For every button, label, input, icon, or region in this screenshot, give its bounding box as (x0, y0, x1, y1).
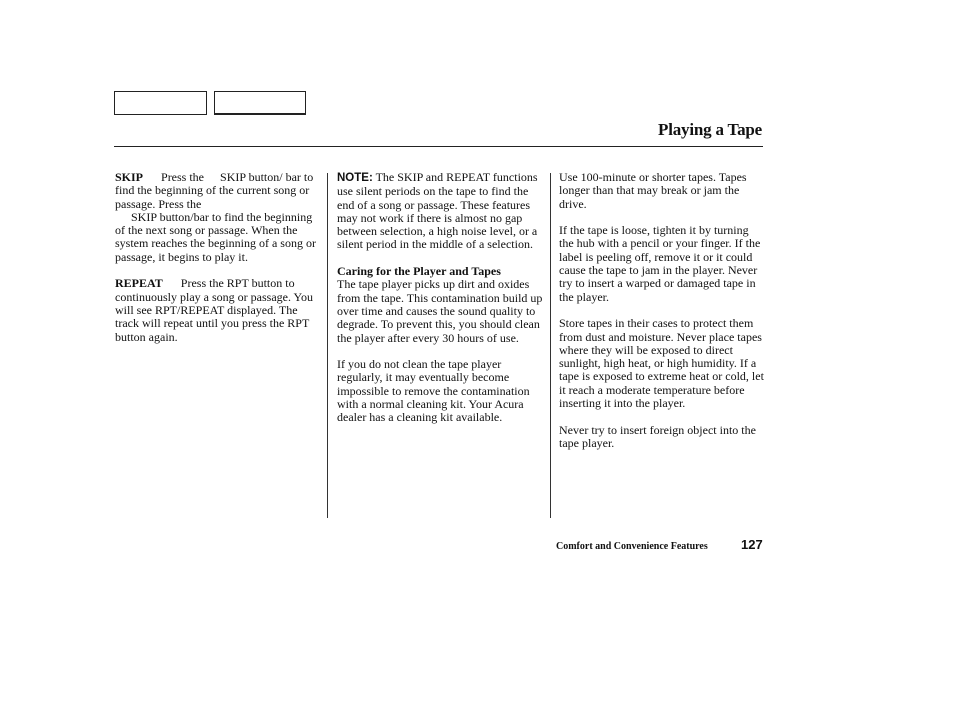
skip-paragraph (115, 171, 321, 264)
page-number: 127 (741, 537, 763, 552)
column-divider (550, 173, 551, 518)
storage-paragraph: Store tapes in their cases to protect them from dust and moisture. Never place tapes where they will be exposed to direct sunlight, high heat, or high humidity. If a tape is exposed to extreme heat or cold, let it reach a moderate temperature before inserting it into the player. (559, 316, 764, 411)
cleaning-paragraph: If you do not clean the tape player regularly, it may eventually become impossible to remove the contamination with a normal cleaning kit. Your Acura dealer has a cleaning kit available. (337, 357, 530, 425)
repeat-text: Press the RPT button to continuously play a song or passage. You will see RPT/REPEAT displayed. The track will repeat until you press the RPT button again. (115, 276, 313, 344)
column-divider (327, 173, 328, 518)
foreign-object-paragraph: Never try to insert foreign object into the tape player. (559, 422, 756, 450)
section-title: Playing a Tape (658, 120, 762, 139)
caring-paragraph (337, 265, 545, 345)
skip-text-b: SKIP button/ bar to find the beginning of the current song or passage. Press the (115, 170, 314, 211)
nav-box-next[interactable] (214, 91, 306, 115)
repeat-paragraph (115, 277, 321, 343)
loose-tape-paragraph: If the tape is loose, tighten it by turning the hub with a pencil or your finger. If the label is peeling off, remove it or it could cause the tape to jam in the player. Never try to insert a warped or damaged tape in the player. (559, 223, 761, 304)
column-right (559, 171, 765, 464)
caring-text: The tape player picks up dirt and oxides from the tape. This contamination build up over time and causes the sound quality to degrade. To prevent this, you should clean the player after every 30 hours of use. (337, 277, 543, 345)
column-middle (337, 171, 545, 438)
skip-text-c: SKIP button/bar to find the beginning of the next song or passage. When the system reaches the beginning of a song or passage, it begins to play it. (115, 209, 316, 264)
note-text: The SKIP and REPEAT functions use silent periods on the tape to find the end of a song or passage. These features may not work if there is almost no gap between selection, a high noise level, or a silent period in the middle of a selection. (337, 170, 538, 252)
note-paragraph (337, 171, 545, 252)
repeat-term: REPEAT (115, 276, 163, 291)
skip-text-a: Press the (161, 170, 205, 184)
title-rule (114, 146, 763, 147)
column-left (115, 171, 321, 357)
skip-term: SKIP (115, 170, 144, 184)
caring-heading: Caring for the Player and Tapes (337, 264, 501, 279)
note-label: NOTE: (337, 172, 373, 184)
nav-box-previous[interactable] (114, 91, 207, 115)
footer-section-name: Comfort and Convenience Features (556, 541, 708, 552)
tape-length-paragraph: Use 100-minute or shorter tapes. Tapes longer than that may break or jam the drive. (559, 170, 747, 211)
